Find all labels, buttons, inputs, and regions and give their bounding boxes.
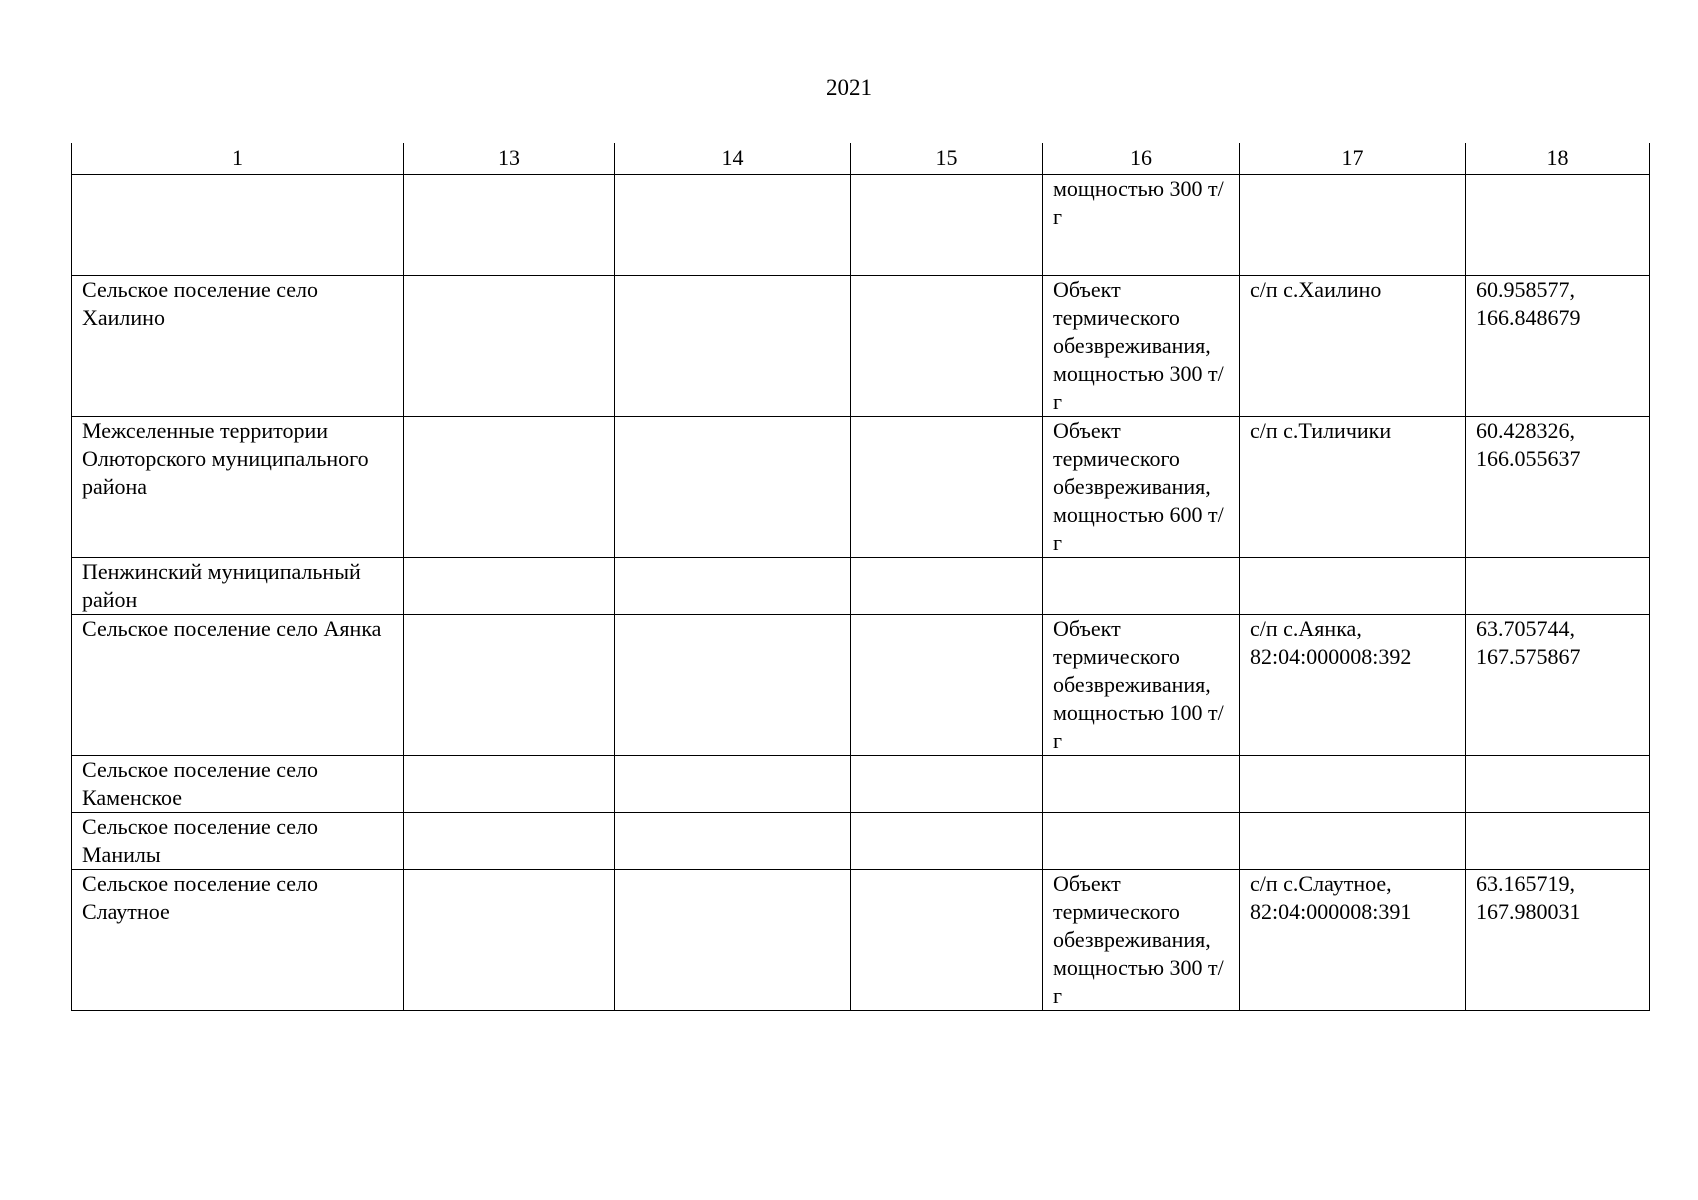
table-cell [851,175,1043,276]
table-cell [72,175,404,276]
column-header: 14 [615,143,851,175]
table-cell: Сельское поселение село Каменское [72,756,404,813]
table-cell: 63.705744, 167.575867 [1466,615,1650,756]
table-cell [404,175,615,276]
table-row [72,276,1650,417]
table-cell [615,615,851,756]
table-cell [615,756,851,813]
table-cell: Объект термического обезвреживания, мощностью 600 т/г [1043,417,1240,558]
table-cell [851,558,1043,615]
table-cell: с/п с.Аянка, 82:04:000008:392 [1240,615,1466,756]
page-number: 2021 [826,75,872,100]
table-row [72,558,1650,615]
table-cell [1240,756,1466,813]
table-cell [851,756,1043,813]
table-row [72,756,1650,813]
table-cell [404,276,615,417]
table-cell [615,276,851,417]
table-cell: Межселенные территории Олюторского муниципального района [72,417,404,558]
table-row [72,417,1650,558]
table-cell: 60.428326, 166.055637 [1466,417,1650,558]
table-cell [1466,756,1650,813]
table-cell [404,558,615,615]
table-cell [851,813,1043,870]
table-cell [404,417,615,558]
table-cell: Объект термического обезвреживания, мощностью 300 т/г [1043,870,1240,1011]
data-table [71,143,1650,1011]
table-cell [404,870,615,1011]
column-header: 18 [1466,143,1650,175]
table-cell: Сельское поселение село Аянка [72,615,404,756]
column-header: 16 [1043,143,1240,175]
table-cell [404,756,615,813]
table-row [72,615,1650,756]
table-cell: Сельское поселение село Слаутное [72,870,404,1011]
table-cell [1466,558,1650,615]
table-cell: Сельское поселение село Хаилино [72,276,404,417]
table-row [72,870,1650,1011]
table-cell [404,813,615,870]
table-cell: с/п с.Слаутное, 82:04:000008:391 [1240,870,1466,1011]
table-cell: 60.958577, 166.848679 [1466,276,1650,417]
table-cell [615,558,851,615]
table-cell: Пенжинский муниципальный район [72,558,404,615]
table-row [72,813,1650,870]
column-header: 17 [1240,143,1466,175]
table-cell: Объект термического обезвреживания, мощностью 300 т/г [1043,276,1240,417]
table-cell [851,417,1043,558]
table-cell [404,615,615,756]
table-cell [1466,813,1650,870]
table-cell [851,276,1043,417]
table-cell [1240,813,1466,870]
table-cell [615,870,851,1011]
table-cell [615,813,851,870]
table-cell [1043,756,1240,813]
table-header-row [72,143,1650,175]
table-cell [1043,813,1240,870]
table-cell: с/п с.Хаилино [1240,276,1466,417]
table-cell [851,870,1043,1011]
table-cell [851,615,1043,756]
table-cell [1240,558,1466,615]
table-cell [1043,558,1240,615]
table-cell: 63.165719, 167.980031 [1466,870,1650,1011]
column-header: 13 [404,143,615,175]
table-row [72,175,1650,276]
table-cell: с/п с.Тиличики [1240,417,1466,558]
table-cell: мощностью 300 т/г [1043,175,1240,276]
table-cell: Объект термического обезвреживания, мощностью 100 т/г [1043,615,1240,756]
table-cell [1240,175,1466,276]
column-header: 15 [851,143,1043,175]
table-cell [1466,175,1650,276]
table-cell [615,417,851,558]
column-header: 1 [72,143,404,175]
table-cell [615,175,851,276]
table-cell: Сельское поселение село Манилы [72,813,404,870]
